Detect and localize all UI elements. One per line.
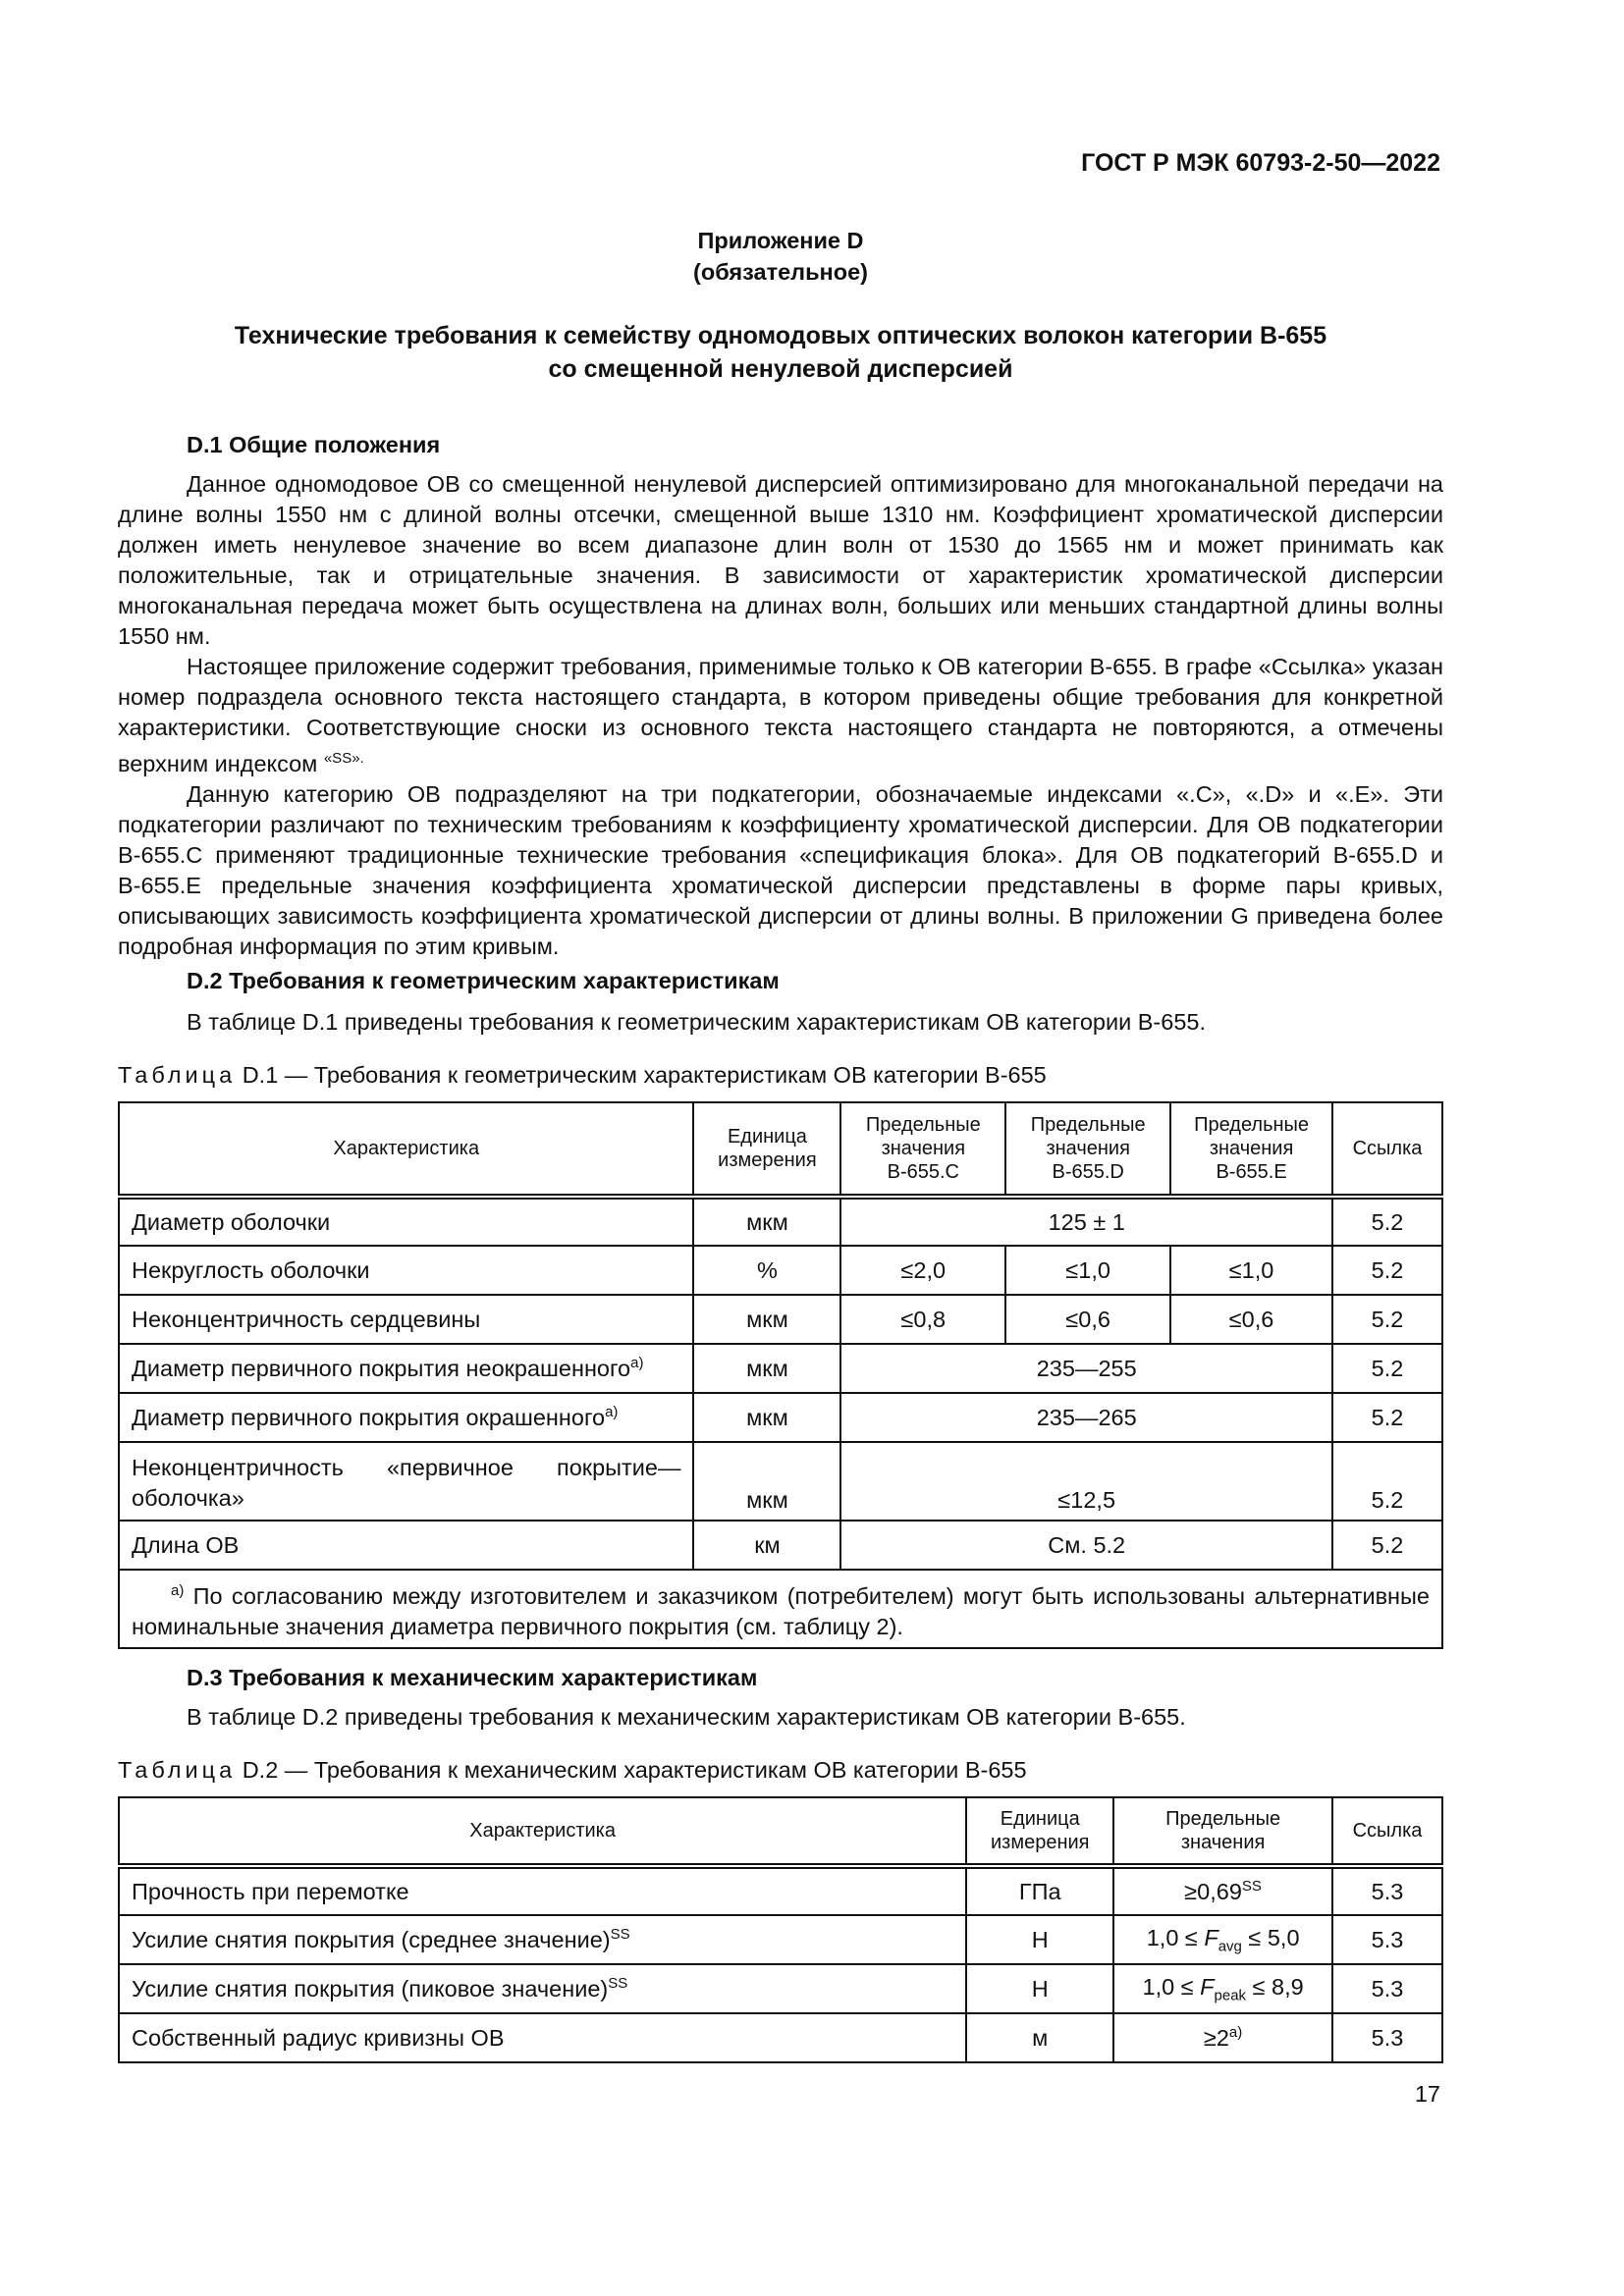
col-header: Характеристика xyxy=(119,1797,966,1866)
footnote-ref: а) xyxy=(1228,2024,1243,2042)
cell-text: ≤ 8,9 xyxy=(1246,1973,1304,2000)
table1-caption xyxy=(118,1062,1047,1089)
col-header: Предельные значения В-655.D xyxy=(1005,1102,1170,1197)
cell: ≤1,0 xyxy=(1170,1246,1332,1295)
cell-text: Диаметр первичного покрытия окрашенного xyxy=(132,1404,606,1430)
cell: % xyxy=(693,1246,840,1295)
cell-text: 1,0 ≤ xyxy=(1142,1973,1201,2000)
cell-text: Диаметр первичного покрытия неокрашенного xyxy=(132,1355,631,1381)
footnote-ref: а) xyxy=(605,1404,619,1421)
subscript: avg xyxy=(1218,1938,1242,1955)
cell: 5.2 xyxy=(1332,1442,1442,1521)
cell-text: ≤ 5,0 xyxy=(1241,1924,1300,1950)
table-row xyxy=(119,1344,1442,1393)
table-d1 xyxy=(118,1101,1443,1649)
cell: мкм xyxy=(693,1393,840,1442)
ss-mark: «SS». xyxy=(323,750,364,767)
cell xyxy=(119,1964,966,2013)
cell: Длина ОВ xyxy=(119,1521,693,1570)
table-row xyxy=(119,1393,1442,1442)
caption-text: D.1 — Требования к геометрическим характеристикам ОВ категории В-655 xyxy=(242,1062,1047,1088)
cell: ≤1,0 xyxy=(1005,1246,1170,1295)
cell: См. 5.2 xyxy=(840,1521,1332,1570)
caption-text: D.2 — Требования к механическим характеристикам ОВ категории В-655 xyxy=(242,1757,1027,1783)
doc-title-line-1: Технические требования к семейству одномодовых оптических волокон категории В-655 xyxy=(234,322,1327,349)
table-row xyxy=(119,1866,1442,1915)
col-header: Предельные значения В-655.Е xyxy=(1170,1102,1332,1197)
ss-mark: SS xyxy=(608,1975,628,1993)
appendix-status: (обязательное) xyxy=(693,259,868,285)
cell-text: Усилие снятия покрытия (пиковое значение) xyxy=(132,1975,609,2002)
cell: мкм xyxy=(693,1197,840,1246)
cell: мкм xyxy=(693,1344,840,1393)
table2-caption xyxy=(118,1757,1027,1784)
table-d2 xyxy=(118,1796,1443,2063)
cell: мкм xyxy=(693,1295,840,1344)
paragraph xyxy=(118,652,1443,779)
cell xyxy=(119,1344,693,1393)
table-row xyxy=(119,1295,1442,1344)
col-header: Характеристика xyxy=(119,1102,693,1197)
document-header: ГОСТ Р МЭК 60793-2-50—2022 xyxy=(1081,149,1440,177)
cell: Неконцентричность «первичное покрытие—оболочка» xyxy=(119,1442,693,1521)
cell: Н xyxy=(966,1915,1113,1964)
paragraph: Данное одномодовое ОВ со смещенной ненулевой дисперсией оптимизировано для многоканальной передачи на длине волны 1550 нм с длиной волны отсечки, смещенной выше 1310 нм. Коэффициент хроматической дисперсии должен иметь ненулевое значение во всем диапазоне длин волн от 1530 до 1565 нм и может принимать как положительные, так и отрицательные значения. В зависимости от характеристик хроматической дисперсии многоканальная передача может быть осуществлена на длинах волн, больших или меньших стандартной длины волны 1550 нм. xyxy=(118,471,1443,649)
footnote-mark: а) xyxy=(171,1582,185,1600)
table-row xyxy=(119,1442,1442,1521)
col-header: Ссылка xyxy=(1332,1102,1442,1197)
table-footnote-row xyxy=(119,1570,1442,1648)
paragraph: В таблице D.2 приведены требования к механическим характеристикам ОВ категории В-655. xyxy=(187,1704,1186,1730)
section-d3-heading: D.3 Требования к механическим характеристикам xyxy=(187,1665,758,1690)
cell xyxy=(119,1915,966,1964)
col-header: Единица измерения xyxy=(966,1797,1113,1866)
section-d2-body xyxy=(118,1007,1443,1038)
col-header: Предельные значения В-655.С xyxy=(840,1102,1005,1197)
cell-text: Усилие снятия покрытия (среднее значение) xyxy=(132,1926,611,1952)
cell: 235—255 xyxy=(840,1344,1332,1393)
cell xyxy=(1113,1964,1332,2013)
cell: ≤0,8 xyxy=(840,1295,1005,1344)
table-row xyxy=(119,1964,1442,2013)
cell: ГПа xyxy=(966,1866,1113,1915)
cell: ≤0,6 xyxy=(1170,1295,1332,1344)
cell: 5.3 xyxy=(1332,1915,1442,1964)
cell-text: ≥0,69 xyxy=(1184,1878,1242,1904)
cell: 5.2 xyxy=(1332,1393,1442,1442)
table-footnote xyxy=(119,1570,1442,1648)
ss-mark: SS xyxy=(610,1926,630,1944)
table-row xyxy=(119,1915,1442,1964)
cell: 5.2 xyxy=(1332,1521,1442,1570)
caption-word: Таблица xyxy=(118,1062,237,1088)
cell: 5.3 xyxy=(1332,1964,1442,2013)
table-row xyxy=(119,1521,1442,1570)
col-header: Ссылка xyxy=(1332,1797,1442,1866)
cell-text: ≥2 xyxy=(1203,2024,1229,2051)
paragraph-text: Настоящее приложение содержит требования, применимые только к ОВ категории В-655. В графе «Ссылка» указан номер подраздела основного текста настоящего стандарта, в котором приведены общие требования для конкретной характеристики. Соответствующие сноски из основного текста настоящего стандарта не повторяются, а отмечены верхним индексом xyxy=(118,654,1443,776)
page-number: 17 xyxy=(1414,2081,1440,2107)
cell: ≤2,0 xyxy=(840,1246,1005,1295)
cell: 5.2 xyxy=(1332,1246,1442,1295)
footnote-ref: а) xyxy=(630,1355,644,1372)
cell xyxy=(1113,1915,1332,1964)
table-row xyxy=(119,1197,1442,1246)
appendix-title: Приложение D xyxy=(697,228,864,253)
cell xyxy=(119,1393,693,1442)
subscript: peak xyxy=(1214,1987,1247,2004)
cell xyxy=(1113,2013,1332,2062)
footnote-text: По согласованию между изготовителем и заказчиком (потребителем) могут быть использованы альтернативные номинальные значения диаметра первичного покрытия (см. таблицу 2). xyxy=(132,1582,1430,1639)
cell: Н xyxy=(966,1964,1113,2013)
cell: км xyxy=(693,1521,840,1570)
cell: Некруглость оболочки xyxy=(119,1246,693,1295)
cell: ≤12,5 xyxy=(840,1442,1332,1521)
section-d1-body xyxy=(118,469,1443,962)
cell: 5.2 xyxy=(1332,1197,1442,1246)
section-d3-body xyxy=(118,1702,1443,1733)
cell: Диаметр оболочки xyxy=(119,1197,693,1246)
cell: Собственный радиус кривизны ОВ xyxy=(119,2013,966,2062)
section-d2-heading: D.2 Требования к геометрическим характеристикам xyxy=(187,968,780,993)
caption-word: Таблица xyxy=(118,1757,237,1783)
cell: 235—265 xyxy=(840,1393,1332,1442)
doc-title-line-2: со смещенной ненулевой дисперсией xyxy=(548,355,1013,383)
cell: ≤0,6 xyxy=(1005,1295,1170,1344)
section-d1-heading: D.1 Общие положения xyxy=(187,432,441,457)
ss-mark: SS xyxy=(1241,1878,1262,1896)
symbol: F xyxy=(1200,1973,1215,2000)
cell: 5.3 xyxy=(1332,1866,1442,1915)
paragraph: Данную категорию ОВ подразделяют на три подкатегории, обозначаемые индексами «.С», «.D» и «.Е». Эти подкатегории различают по техническим требованиям к коэффициенту хроматической дисперсии. Для ОВ подкатегории В-655.С применяют традиционные технические требования «спецификация блока». Для ОВ подкатегорий В-655.D и В-655.Е предельные значения коэффициента хроматической дисперсии представлены в форме пары кривых, описывающих зависимость коэффициента хроматической дисперсии от длины волны. В приложении G приведена более подробная информация по этим кривым. xyxy=(118,780,1443,959)
col-header: Единица измерения xyxy=(693,1102,840,1197)
cell: Прочность при перемотке xyxy=(119,1866,966,1915)
cell-text: 1,0 ≤ xyxy=(1146,1924,1205,1950)
cell xyxy=(1113,1866,1332,1915)
table-row xyxy=(119,1246,1442,1295)
table-row xyxy=(119,2013,1442,2062)
paragraph: В таблице D.1 приведены требования к геометрическим характеристикам ОВ категории В-655. xyxy=(187,1009,1206,1035)
cell: 5.2 xyxy=(1332,1295,1442,1344)
symbol: F xyxy=(1204,1924,1218,1950)
cell: 5.2 xyxy=(1332,1344,1442,1393)
cell: Неконцентричность сердцевины xyxy=(119,1295,693,1344)
cell: м xyxy=(966,2013,1113,2062)
col-header: Предельные значения xyxy=(1113,1797,1332,1866)
cell: 125 ± 1 xyxy=(840,1197,1332,1246)
cell: 5.3 xyxy=(1332,2013,1442,2062)
cell: мкм xyxy=(693,1442,840,1521)
